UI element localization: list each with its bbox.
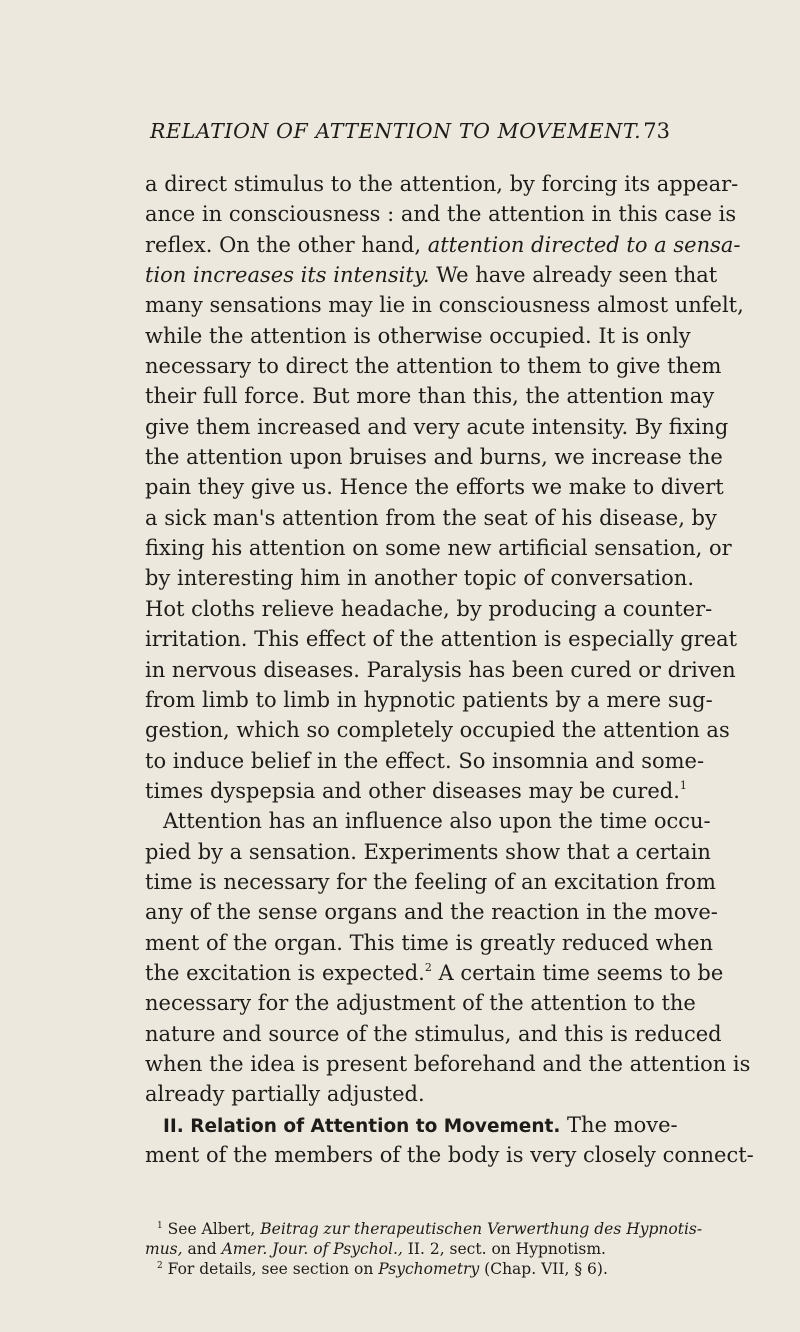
- footnote-1-cont: mus, and Amer. Jour. of Psychol., II. 2, sect. on Hypnotism.: [145, 1240, 606, 1258]
- text-line: gestion, which so completely occupied the attention as: [145, 718, 730, 743]
- text-line: any of the sense organs and the reaction in the move-: [145, 900, 718, 925]
- text-line: time is necessary for the feeling of an excitation from: [145, 869, 716, 894]
- text-line: already partially adjusted.: [145, 1082, 425, 1107]
- page-number: 73: [643, 119, 670, 143]
- text-line: from limb to limb in hypnotic patients by a mere sug-: [145, 687, 713, 712]
- section-heading: II. Relation of Attention to Movement.: [163, 1115, 561, 1137]
- text-line: while the attention is otherwise occupied. It is only: [145, 323, 691, 348]
- footnote-1: $^1$ See Albert, Beitrag zur therapeutischen Verwerthung des Hypnotis-: [157, 1220, 703, 1238]
- text-line: necessary to direct the attention to them to give them: [145, 354, 722, 379]
- footnote-ref: 1: [679, 778, 687, 792]
- footnote-ref: 2: [424, 960, 432, 974]
- text-line: a sick man's attention from the seat of his disease, by: [145, 505, 717, 530]
- text-line: ment of the members of the body is very closely connect-: [145, 1143, 754, 1167]
- text-line: their full force. But more than this, the attention may: [145, 384, 715, 409]
- text-line: to induce belief in the effect. So insomnia and some-: [145, 748, 705, 773]
- text-line: in nervous diseases. Paralysis has been cured or driven: [145, 657, 736, 682]
- footnote-mark: 1: [157, 1221, 163, 1231]
- emphasis: tion increases its intensity.: [145, 263, 430, 288]
- text-line: when the idea is present beforehand and the attention is: [145, 1051, 751, 1076]
- text-line: a direct stimulus to the attention, by forcing its appear-: [145, 172, 739, 196]
- emphasis: attention directed to a sensa-: [427, 232, 741, 257]
- running-head: RELATION OF ATTENTION TO MOVEMENT.: [150, 119, 642, 143]
- text-line: ance in consciousness : and the attention in this case is: [145, 202, 737, 227]
- text-line: tion increases its intensity. We have already seen that: [145, 263, 718, 288]
- text-line: the excitation is expected.$^2$ A certain time seems to be: [145, 960, 724, 985]
- text-line: fixing his attention on some new artificial sensation, or: [145, 536, 732, 561]
- text-line: give them increased and very acute intensity. By fixing: [145, 414, 729, 439]
- text-line: necessary for the adjustment of the attention to the: [145, 991, 696, 1016]
- text-line: pied by a sensation. Experiments show that a certain: [145, 839, 711, 864]
- text-line: Hot cloths relieve headache, by producing a counter-: [145, 596, 713, 621]
- text-line: nature and source of the stimulus, and this is reduced: [145, 1021, 722, 1046]
- text-line: Attention has an influence also upon the time occu-: [163, 809, 711, 834]
- text-line: reflex. On the other hand, attention directed to a sensa-: [145, 232, 741, 257]
- text-line: times dyspepsia and other diseases may be cured.$^1$: [145, 778, 687, 803]
- text-line: pain they give us. Hence the efforts we make to divert: [145, 475, 724, 500]
- text-line: ment of the organ. This time is greatly reduced when: [145, 930, 714, 955]
- footnotes: [145, 1219, 703, 1279]
- body-text: [145, 169, 754, 1170]
- text-line: by interesting him in another topic of conversation.: [145, 566, 694, 591]
- text-line: irritation. This effect of the attention is especially great: [145, 627, 738, 652]
- page-header: [150, 119, 670, 155]
- footnote-mark: 2: [157, 1261, 163, 1271]
- footnote-2: $^2$ For details, see section on Psychometry (Chap. VII, § 6).: [157, 1260, 608, 1278]
- text-line: many sensations may lie in consciousness almost unfelt,: [145, 293, 744, 318]
- text-line: the attention upon bruises and burns, we increase the: [145, 445, 723, 470]
- text-line: II. Relation of Attention to Movement. The move-: [163, 1112, 678, 1137]
